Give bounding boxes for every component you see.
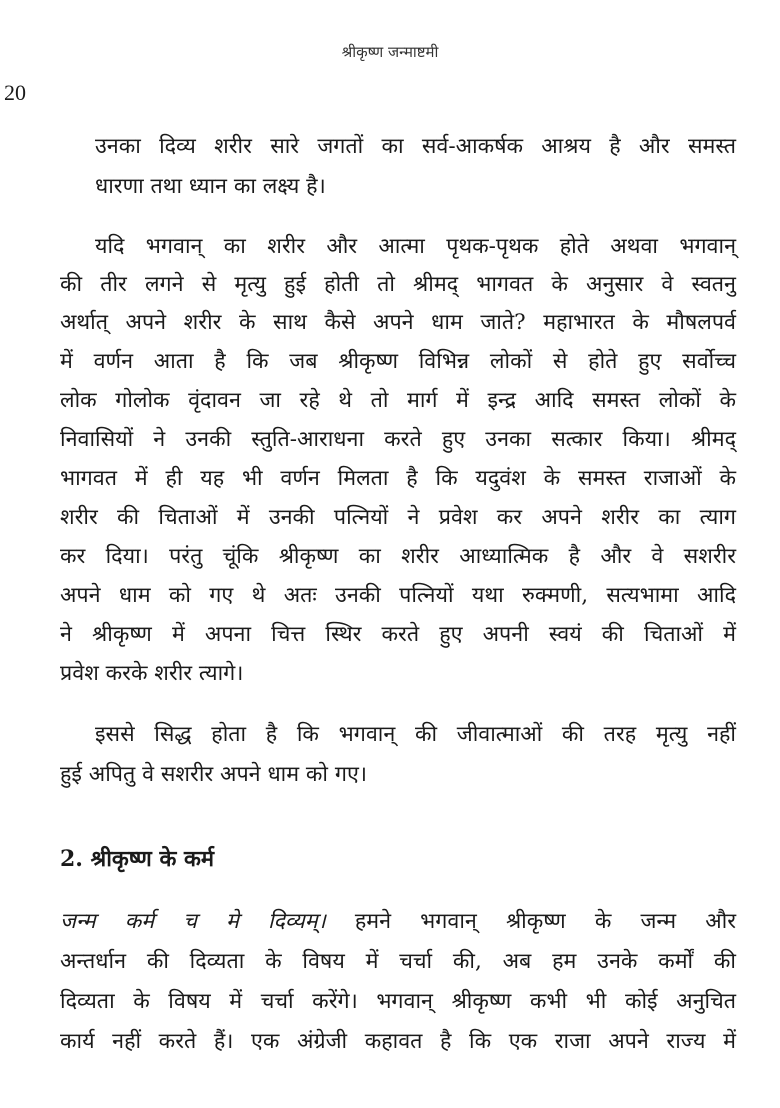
para3-line-1: इससे सिद्ध होता है कि भगवान् की जीवात्माओं की तरह मृत्यु नहीं bbox=[95, 722, 736, 747]
para2-line-1: यदि भगवान् का शरीर और आत्मा पृथक-पृथक होते अथवा भगवान् bbox=[95, 234, 736, 259]
para2-line-3: अर्थात् अपने शरीर के साथ कैसे अपने धाम जाते? महाभारत के मौषलपर्व bbox=[60, 310, 736, 335]
para1-line-1: उनका दिव्य शरीर सारे जगतों का सर्व-आकर्षक आश्रय है और समस्त bbox=[95, 134, 736, 159]
page-number: 20 bbox=[4, 80, 26, 105]
para2-line-10: अपने धाम को गए थे अतः उनकी पत्नियों यथा रुक्मणी, सत्यभामा आदि bbox=[60, 583, 736, 608]
section-heading: 2. श्रीकृष्ण के कर्म bbox=[60, 846, 215, 872]
para4-line-1-text: हमने भगवान् श्रीकृष्ण के जन्म और bbox=[325, 909, 736, 934]
para2-line-7: भागवत में ही यह भी वर्णन मिलता है कि यदुवंश के समस्त राजाओं के bbox=[60, 466, 736, 491]
para2-line-9: कर दिया। परंतु चूंकि श्रीकृष्ण का शरीर आध्यात्मिक है और वे सशरीर bbox=[60, 544, 736, 569]
para2-line-8: शरीर की चिताओं में उनकी पत्नियों ने प्रवेश कर अपने शरीर का त्याग bbox=[60, 505, 736, 530]
para3-line-2: हुई अपितु वे सशरीर अपने धाम को गए। bbox=[60, 762, 367, 787]
para2-line-6: निवासियों ने उनकी स्तुति-आराधना करते हुए उनका सत्कार किया। श्रीमद् bbox=[60, 427, 736, 452]
para1-line-2: धारणा तथा ध्यान का लक्ष्य है। bbox=[95, 174, 326, 199]
para4-line-2: अन्तर्धान की दिव्यता के विषय में चर्चा की, अब हम उनके कर्मों की bbox=[60, 949, 736, 974]
running-title: श्रीकृष्ण जन्माष्टमी bbox=[341, 43, 439, 61]
para2-line-5: लोक गोलोक वृंदावन जा रहे थे तो मार्ग में इन्द्र आदि समस्त लोकों के bbox=[60, 388, 736, 413]
scripture-quote: जन्म कर्म च मे दिव्यम्। bbox=[60, 909, 326, 934]
para4-line-1 bbox=[60, 905, 736, 939]
para2-line-2: की तीर लगने से मृत्यु हुई होती तो श्रीमद् भागवत के अनुसार वे स्वतनु bbox=[60, 272, 736, 297]
para2-line-12: प्रवेश करके शरीर त्यागे। bbox=[60, 661, 244, 686]
para2-line-11: ने श्रीकृष्ण में अपना चित्त स्थिर करते हुए अपनी स्वयं की चिताओं में bbox=[60, 622, 736, 647]
para4-line-3: दिव्यता के विषय में चर्चा करेंगे। भगवान् श्रीकृष्ण कभी भी कोई अनुचित bbox=[60, 989, 736, 1014]
para2-line-4: में वर्णन आता है कि जब श्रीकृष्ण विभिन्न लोकों से होते हुए सर्वोच्च bbox=[60, 349, 736, 374]
para4-line-4: कार्य नहीं करते हैं। एक अंग्रेजी कहावत है कि एक राजा अपने राज्य में bbox=[60, 1029, 736, 1054]
